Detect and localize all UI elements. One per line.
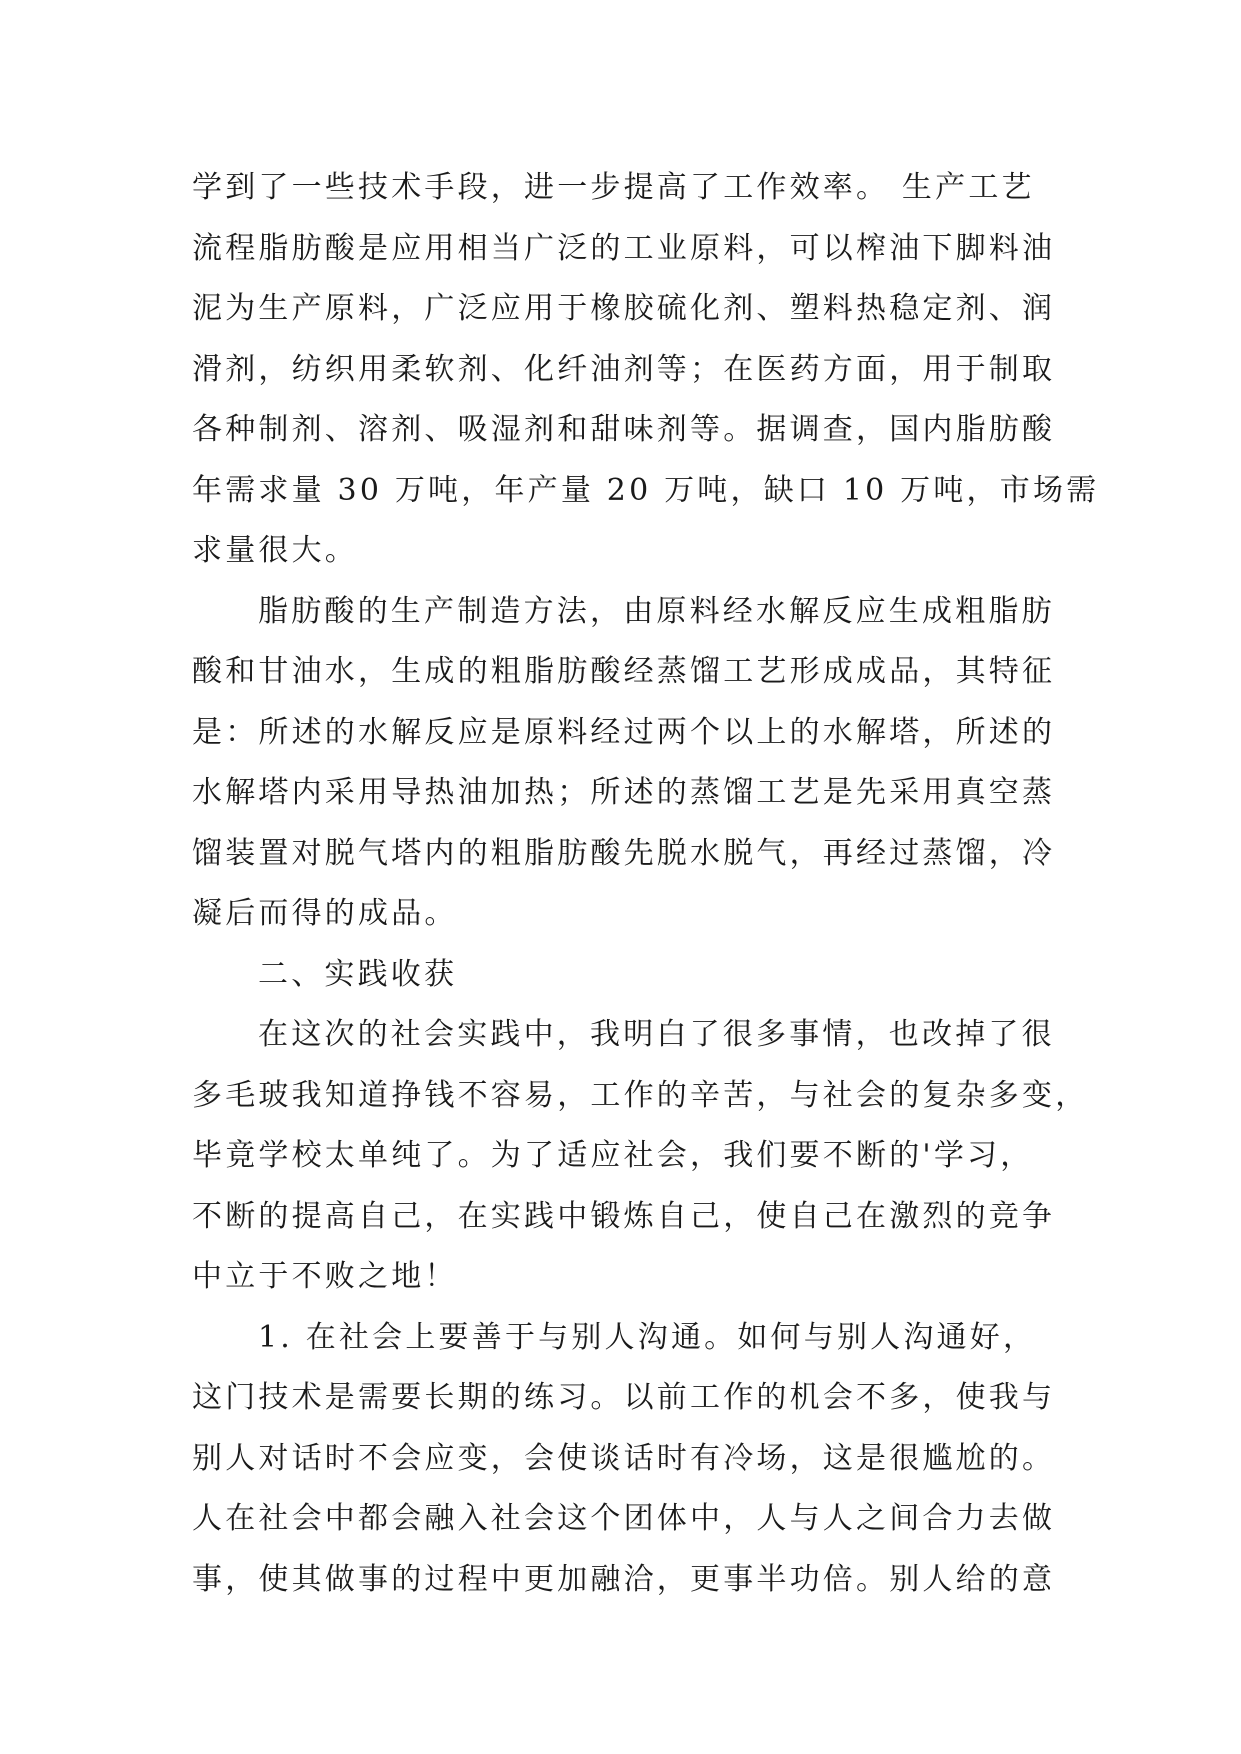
text-line: 1. 在社会上要善于与别人沟通。如何与别人沟通好，: [258, 1319, 1037, 1355]
text-line: 人在社会中都会融入社会这个团体中，人与人之间合力去做: [192, 1501, 1056, 1536]
text-line: 中立于不败之地！: [192, 1259, 458, 1294]
text-line: 不断的提高自己，在实践中锻炼自己，使自己在激烈的竞争: [192, 1198, 1056, 1234]
text-line: 泥为生产原料，广泛应用于橡胶硫化剂、塑料热稳定剂、润: [192, 291, 1056, 326]
text-line: 各种制剂、溶剂、吸湿剂和甜味剂等。据调查，国内脂肪酸: [192, 412, 1056, 447]
text-line: 多毛玻我知道挣钱不容易，工作的辛苦，与社会的复杂多变，: [192, 1077, 1089, 1113]
text-line: 是：所述的水解反应是原料经过两个以上的水解塔，所述的: [192, 714, 1056, 750]
text-line: 酸和甘油水，生成的粗脂肪酸经蒸馏工艺形成成品，其特征: [192, 654, 1056, 689]
text-line: 滑剂，纺织用柔软剂、化纤油剂等；在医药方面，用于制取: [192, 351, 1056, 387]
paragraph-3: [192, 1005, 1089, 1308]
paragraph-1: [192, 158, 1100, 582]
text-line: 凝后而得的成品。: [192, 896, 458, 931]
paragraph-4: [192, 1308, 1062, 1611]
text-line: 在这次的社会实践中，我明白了很多事情，也改掉了很: [258, 1017, 1055, 1052]
text-line: 年需求量 30 万吨，年产量 20 万吨，缺口 10 万吨，市场需: [192, 472, 1100, 508]
text-line: 学到了一些技术手段，进一步提高了工作效率。 生产工艺: [192, 170, 1035, 205]
document-body: [192, 158, 1100, 1610]
text-line: 水解塔内采用导热油加热；所述的蒸馏工艺是先采用真空蒸: [192, 775, 1056, 810]
text-line: 脂肪酸的生产制造方法，由原料经水解反应生成粗脂肪: [258, 593, 1055, 629]
section-heading: [192, 945, 1062, 1006]
heading-text: 二、实践收获: [258, 956, 458, 992]
text-line: 求量很大。: [192, 533, 358, 568]
text-line: 馏装置对脱气塔内的粗脂肪酸先脱水脱气，再经过蒸馏，冷: [192, 835, 1056, 871]
text-line: 这门技术是需要长期的练习。以前工作的机会不多，使我与: [192, 1380, 1056, 1415]
text-line: 流程脂肪酸是应用相当广泛的工业原料，可以榨油下脚料油: [192, 230, 1056, 266]
text-line: 毕竟学校太单纯了。为了适应社会，我们要不断的'学习，: [192, 1138, 1034, 1173]
text-line: 别人对话时不会应变，会使谈话时有冷场，这是很尴尬的。: [192, 1440, 1056, 1476]
text-line: 事，使其做事的过程中更加融洽，更事半功倍。别人给的意: [192, 1561, 1056, 1597]
paragraph-2: [192, 582, 1062, 945]
